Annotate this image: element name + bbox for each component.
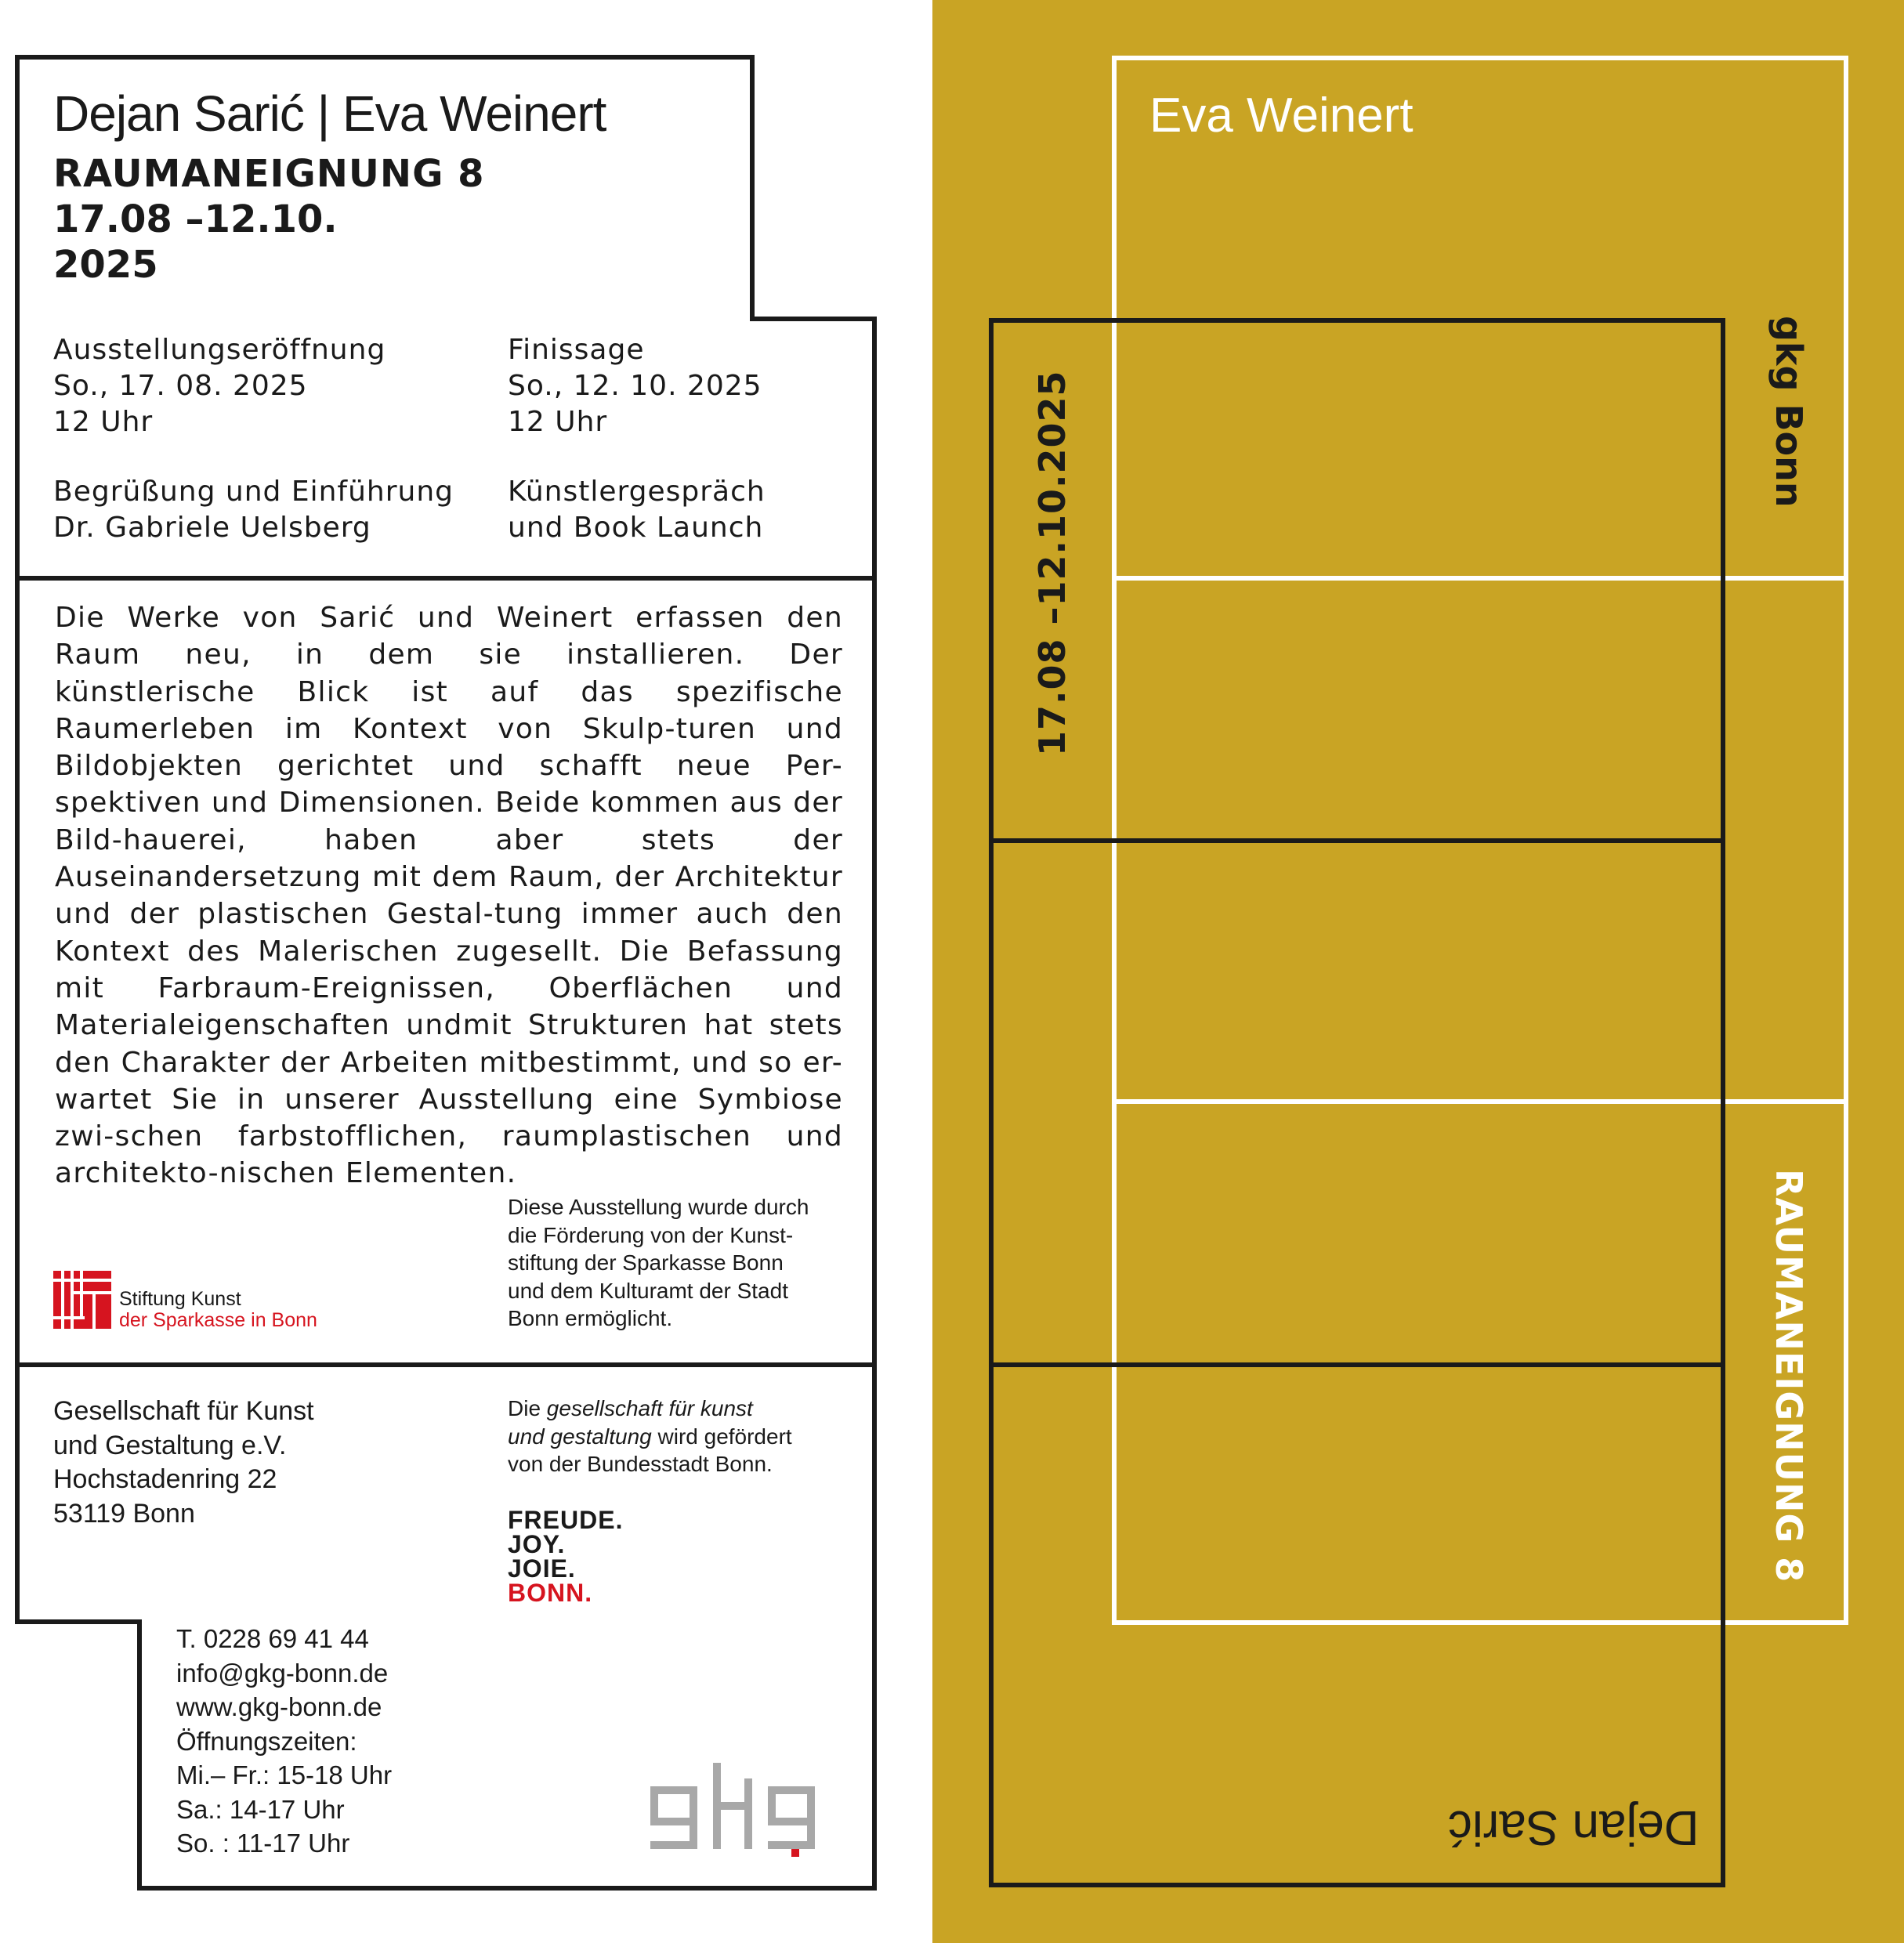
freude-bonn-logo: FREUDE. JOY. JOIE. BONN. [508, 1506, 624, 1607]
description-text: Die Werke von Sarić und Weinert erfassen den Raum neu, in dem sie installieren. Der künstlerische Blick ist auf das spezifische Raumerleben im Kontext von Skulp-turen und Bildobjekten gerichtet und schafft neue Per-spektiven und Dimensionen. Beide kommen aus der Bild-hauerei, haben aber stets der Auseinandersetzung mit dem Raum, der Architektur und der plastischen Gestal-tung immer auch den Kontext des Malerischen zugesellt. Die Befassung mit Farbraum-Ereignissen, Oberflächen und Materialeigenschaften undmit Strukturen hat stets den Charakter der Arbeiten mitbestimmt, und so er-wartet Sie in unserer Ausstellung eine Symbiose zwi-schen farbstofflichen, raumplastischen und architekto-nischen Elementen. [55, 602, 843, 1190]
exhibition-year: 2025 [53, 243, 158, 287]
cover-venue-vertical: gkg Bonn [1768, 316, 1810, 508]
opening-program: Begrüßung und Einführung Dr. Gabriele Uelsberg [53, 476, 454, 544]
stiftung-line1: Stiftung Kunst [119, 1288, 241, 1310]
finissage-label: Finissage [508, 334, 645, 366]
website-link[interactable]: www.gkg-bonn.de [176, 1692, 382, 1721]
email-link[interactable]: info@gkg-bonn.de [176, 1658, 389, 1688]
exhibition-title: RAUMANEIGNUNG 8 [53, 152, 485, 196]
cover-dates-vertical: 17.08 –12.10.2025 [1031, 370, 1073, 756]
stiftung-line2: der Sparkasse in Bonn [119, 1309, 317, 1331]
funding-note: Die gesellschaft für kunst und gestaltung wird gefördert von der Bundesstadt Bonn. [508, 1396, 792, 1476]
cover-artist-top: Eva Weinert [1149, 89, 1414, 143]
sponsor-note: Diese Ausstellung wurde durch die Förderung von der Kunst- stiftung der Sparkasse Bonn und dem Kulturamt der Stadt Bonn ermöglicht. [508, 1195, 809, 1330]
finissage-date: So., 12. 10. 2025 [508, 370, 762, 402]
phone: T. 0228 69 41 44 [176, 1624, 369, 1653]
sparkasse-stiftung-icon [53, 1271, 111, 1329]
opening-time: 12 Uhr [53, 406, 154, 438]
finissage-block [508, 332, 762, 440]
finissage-time: 12 Uhr [508, 406, 608, 438]
opening-date: So., 17. 08. 2025 [53, 370, 308, 402]
opening-label: Ausstellungseröffnung [53, 334, 386, 366]
finissage-program: Künstlergespräch und Book Launch [508, 476, 766, 544]
artists-heading: Dejan Sarić | Eva Weinert [53, 85, 606, 142]
address-block: Gesellschaft für Kunst und Gestaltung e.V. Hochstadenring 22 53119 Bonn [53, 1396, 314, 1529]
opening-block [53, 332, 386, 440]
contact-block: T. 0228 69 41 44 info@gkg-bonn.de www.gkg-bonn.de Öffnungszeiten: Mi.– Fr.: 15-18 Uhr Sa.: 14-17 Uhr So. : 11-17 Uhr [176, 1622, 392, 1861]
exhibition-dates: 17.08 –12.10. [53, 197, 338, 241]
stiftung-logo [53, 1271, 317, 1332]
cover-title-vertical: RAUMANEIGNUNG 8 [1768, 1169, 1810, 1583]
cover-artist-bottom: Dejan Sarić [1448, 1800, 1699, 1854]
gkg-logo [650, 1755, 854, 1865]
